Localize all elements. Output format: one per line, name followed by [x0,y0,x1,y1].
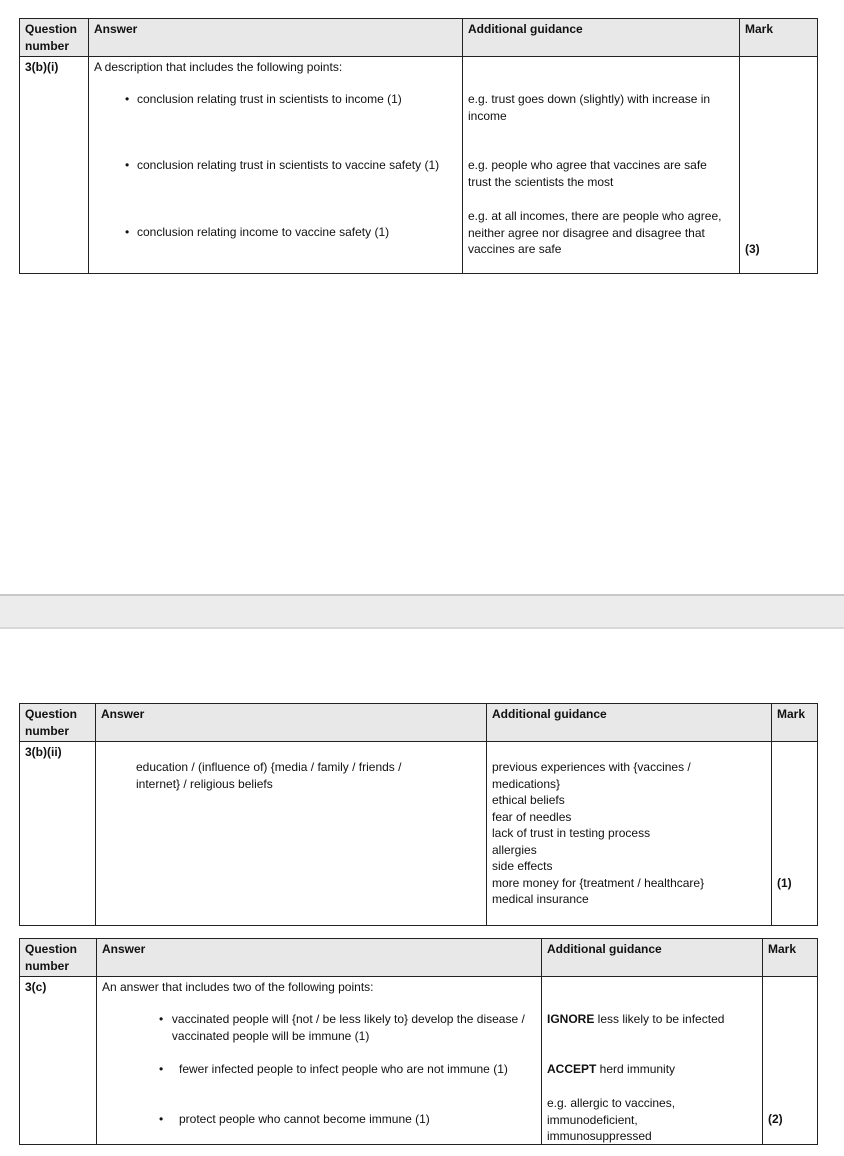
guidance-item: more money for {treatment / healthcare} [492,875,705,890]
guidance-text: ACCEPT herd immunity [547,1062,676,1076]
guidance-item: lack of trust in testing process [492,826,651,840]
header-mark: Mark [740,19,818,57]
header-question: Question number [20,939,97,977]
header-mark: Mark [772,704,818,742]
mark-cell [772,742,818,926]
mark-scheme-table-3bi [19,18,818,274]
header-question: Question number [20,704,96,742]
answer-point: • fewer infected people to infect people who are not immune (1) [159,1062,508,1076]
mark: (1) [777,876,792,890]
question-number: 3(b)(i) [20,57,89,274]
mark-scheme-table-3c [19,938,818,1145]
guidance-item: allergies [492,842,537,857]
guidance-item: medical insurance [492,892,589,906]
header-answer: Answer [97,939,542,977]
answer-intro: An answer that includes two of the following points: [102,980,374,994]
guidance-item: previous experiences with {vaccines / medications} [492,760,691,791]
guidance-list [492,759,732,908]
answer-point: • conclusion relating trust in scientists to income (1) [125,92,402,106]
answer-point: • vaccinated people will {not / be less likely to} develop the disease / vaccinated people will be immune (1) [159,1012,525,1043]
answer-cell [96,742,487,926]
header-guidance: Additional guidance [463,19,740,57]
answer-point: • conclusion relating trust in scientists to vaccine safety (1) [125,158,440,172]
guidance-text: e.g. at all incomes, there are people who agree, neither agree nor disagree and disagree that vaccines are safe [468,209,722,256]
header-mark: Mark [763,939,818,977]
guidance-item: fear of needles [492,809,572,824]
answer-cell [97,977,542,1145]
guidance-item: ethical beliefs [492,793,565,807]
page-break [0,594,844,629]
header-answer: Answer [96,704,487,742]
answer-intro: A description that includes the following points: [94,60,343,74]
guidance-text: e.g. people who agree that vaccines are safe trust the scientists the most [468,158,707,189]
guidance-cell [487,742,772,926]
guidance-text: e.g. trust goes down (slightly) with increase in income [468,92,711,123]
header-guidance: Additional guidance [542,939,763,977]
mark: (2) [768,1112,783,1126]
answer-cell [89,57,463,274]
guidance-item: side effects [492,859,553,873]
header-question: Question number [20,19,89,57]
guidance-text: IGNORE less likely to be infected [547,1012,725,1026]
guidance-cell [542,977,763,1145]
question-number: 3(b)(ii) [20,742,96,926]
answer-text: education / (influence of) {media / family / friends / internet} / religious beliefs [136,760,402,791]
guidance-cell [463,57,740,274]
question-number: 3(c) [20,977,97,1145]
header-guidance: Additional guidance [487,704,772,742]
mark-cell [763,977,818,1145]
mark-scheme-table-3bii [19,703,818,926]
answer-point: • conclusion relating income to vaccine safety (1) [125,225,390,239]
answer-point: • protect people who cannot become immune (1) [159,1112,430,1126]
guidance-text: e.g. allergic to vaccines, immunodeficient, immunosuppressed [547,1096,676,1143]
mark: (3) [745,242,760,256]
header-answer: Answer [89,19,463,57]
mark-cell [740,57,818,274]
